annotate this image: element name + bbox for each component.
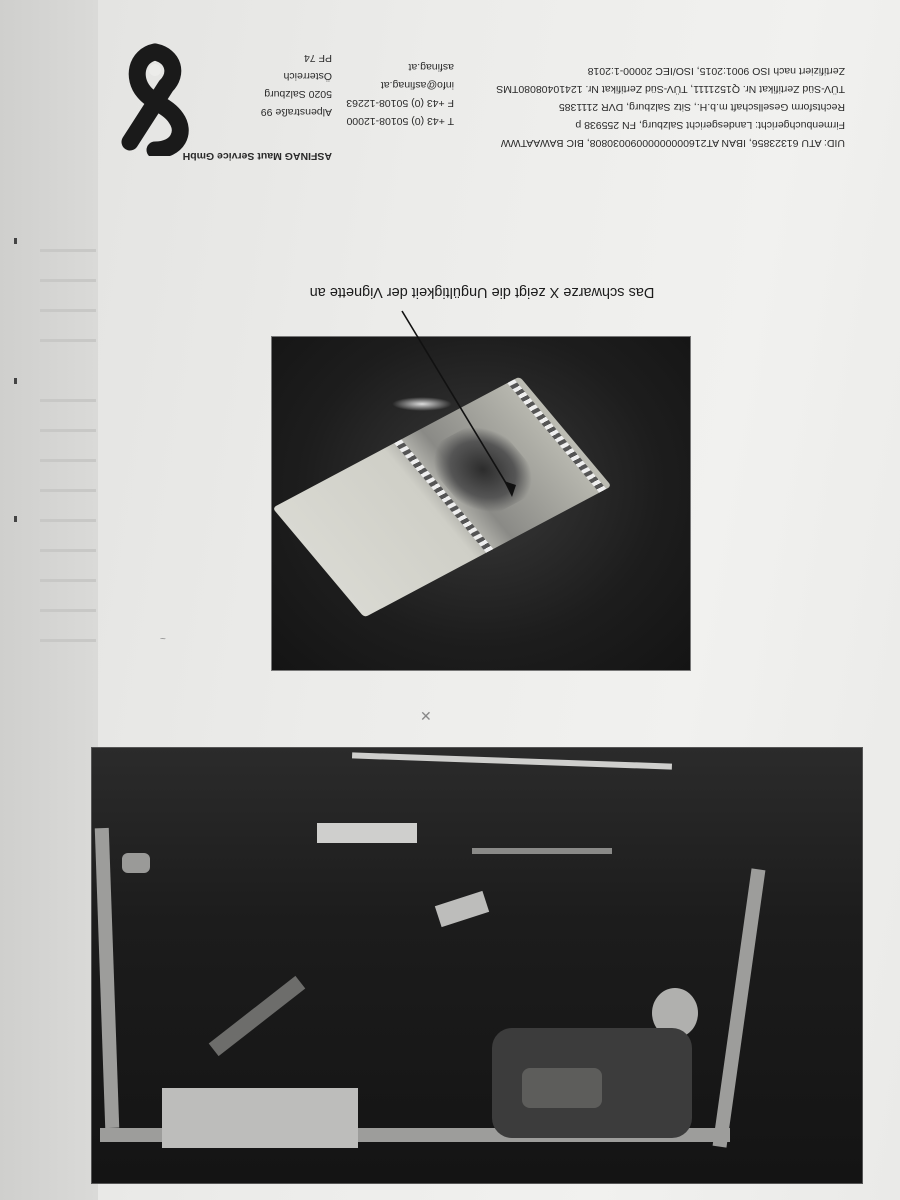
legal-line: UID: ATU 61323856, IBAN AT21600000000090030808, BIC BAWAATWW bbox=[500, 137, 845, 149]
dashboard-edge bbox=[472, 848, 612, 854]
margin-mark bbox=[14, 516, 17, 522]
company-legal-info bbox=[465, 40, 845, 152]
company-name: ASFINAG Maut Service GmbH bbox=[182, 150, 332, 162]
asfinag-logo-icon bbox=[118, 38, 192, 156]
margin-mark bbox=[14, 238, 17, 244]
contact-line: F +43 (0) 50108-12263 bbox=[346, 97, 454, 109]
steering-column bbox=[209, 976, 306, 1056]
company-address bbox=[182, 40, 332, 165]
contact-line: asfinag.at bbox=[408, 61, 454, 73]
dashboard-panel bbox=[162, 1088, 358, 1148]
show-through-text bbox=[40, 372, 100, 662]
car-interior-photo bbox=[92, 748, 862, 1183]
contact-line: T +43 (0) 50108-12000 bbox=[346, 115, 454, 127]
address-line: Alpenstraße 99 bbox=[260, 106, 332, 118]
vignette-on-windshield bbox=[435, 891, 489, 927]
margin-mark bbox=[14, 378, 17, 384]
mirror bbox=[122, 853, 150, 873]
paper-smudge: ~ bbox=[160, 634, 166, 645]
address-line: Österreich bbox=[283, 70, 332, 82]
address-line: PF 74 bbox=[303, 52, 332, 64]
windshield-frame bbox=[95, 828, 119, 1128]
legal-line: Firmenbuchgericht: Landesgericht Salzburg, FN 255938 p bbox=[575, 119, 845, 131]
legal-line: Rechtsform Gesellschaft m.b.H., Sitz Salzburg, DVR 2111385 bbox=[558, 101, 845, 113]
company-contact bbox=[330, 40, 454, 130]
dashboard-edge bbox=[352, 752, 672, 769]
show-through-text bbox=[40, 222, 100, 352]
driver-shirt bbox=[522, 1068, 602, 1108]
paper-smudge: ✕ bbox=[420, 708, 432, 724]
figure-caption: Das schwarze X zeigt die Ungültigkeit der Vignette an bbox=[309, 284, 655, 300]
dashboard-item bbox=[317, 823, 417, 843]
legal-line: Zertifiziert nach ISO 9001:2015, ISO/IEC 20000-1:2018 bbox=[587, 65, 845, 77]
windshield-frame bbox=[713, 868, 766, 1147]
arrow-icon bbox=[390, 305, 530, 505]
address-line: 5020 Salzburg bbox=[264, 88, 332, 100]
legal-line: TÜV-Süd Zertifikat Nr. Q1521111, TÜV-Süd Zertifikat Nr. 12410408080TMS bbox=[496, 83, 845, 95]
contact-line: info@asfinag.at bbox=[380, 79, 454, 91]
